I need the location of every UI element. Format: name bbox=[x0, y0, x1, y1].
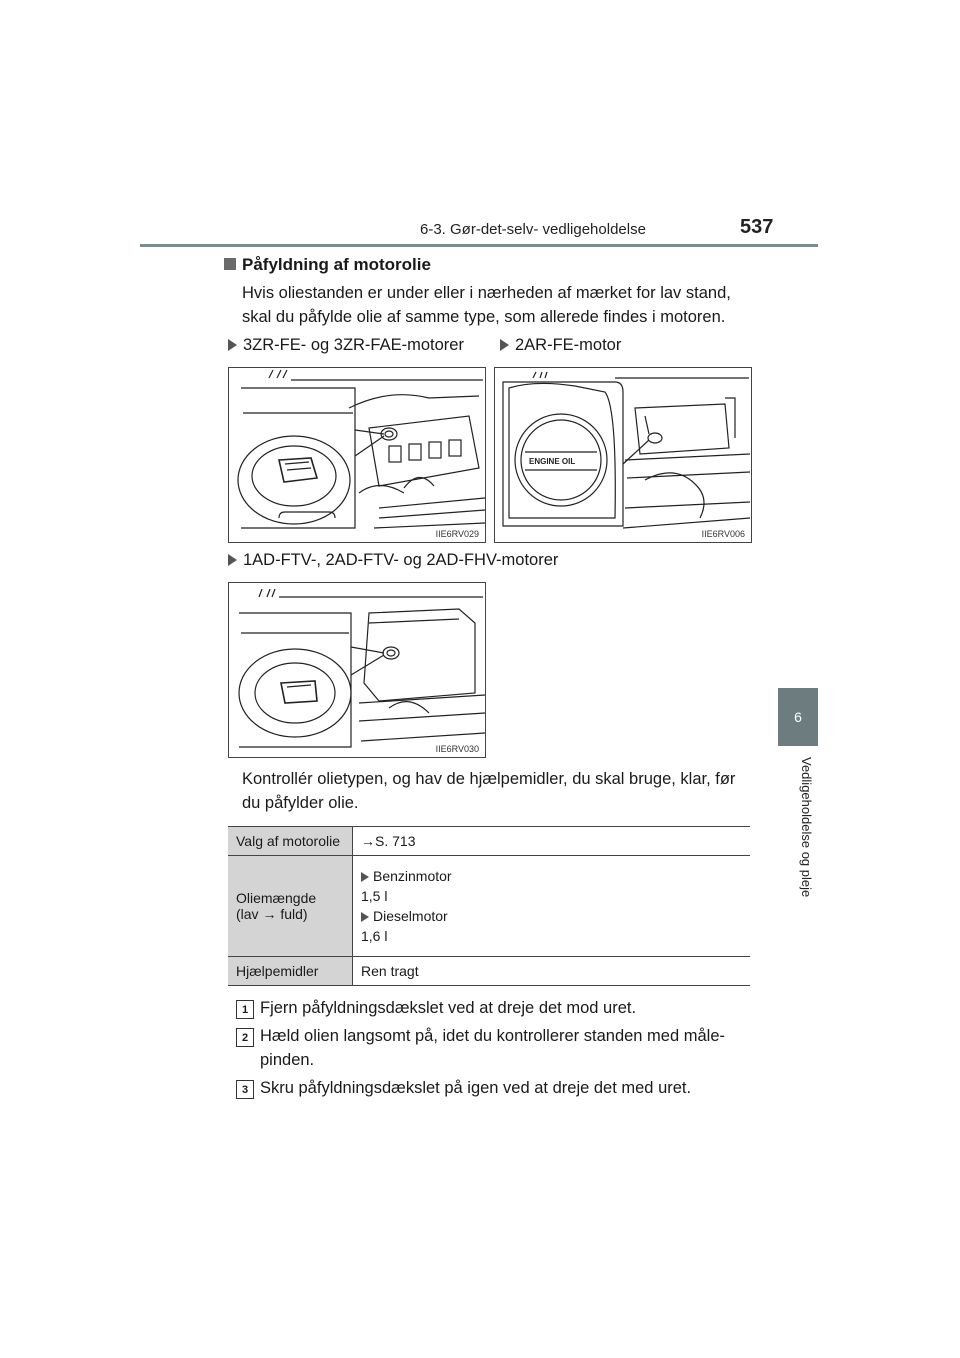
section-header: 6-3. Gør-det-selv- vedligeholdelse bbox=[420, 221, 646, 238]
engine-drawing-ad bbox=[229, 583, 485, 757]
table-value-oil-amount bbox=[353, 856, 751, 957]
engine-illustration-3zr bbox=[228, 367, 486, 543]
diesel-value: 1,6 l bbox=[361, 928, 388, 944]
engine-drawing-2ar bbox=[495, 368, 751, 542]
chapter-label: Vedligeholdelse og pleje bbox=[799, 757, 814, 898]
section-heading bbox=[224, 255, 431, 275]
figure-code-1: IIE6RV029 bbox=[435, 529, 479, 539]
step-text-2: Hæld olien langsomt på, idet du kontrollerer standen med måle-pinden. bbox=[260, 1027, 725, 1069]
intro-paragraph: Hvis oliestanden er under eller i nærheden af mærket for lav stand, skal du påfylde olie af samme type, som allerede findes i motoren. bbox=[242, 284, 731, 326]
bullet-triangle-icon bbox=[361, 912, 369, 922]
step-number-1: 1 bbox=[236, 1000, 254, 1019]
engine-illustration-ad bbox=[228, 582, 486, 758]
table-label-oil-choice: Valg af motorolie bbox=[228, 827, 353, 856]
figure-code-3: IIE6RV030 bbox=[435, 744, 479, 754]
engine-illustration-2ar bbox=[494, 367, 752, 543]
table-row bbox=[228, 957, 750, 986]
step-text-1: Fjern påfyldningsdækslet ved at dreje det mod uret. bbox=[260, 999, 637, 1017]
step-text-3: Skru påfyldningsdækslet på igen ved at dreje det med uret. bbox=[260, 1079, 692, 1097]
oil-spec-table bbox=[228, 826, 750, 986]
chapter-number: 6 bbox=[794, 709, 802, 725]
figure-code-2: IIE6RV006 bbox=[701, 529, 745, 539]
petrol-value: 1,5 l bbox=[361, 888, 388, 904]
bullet-triangle-icon bbox=[228, 339, 237, 351]
page-number: 537 bbox=[740, 216, 774, 238]
bullet-triangle-icon bbox=[361, 872, 369, 882]
step-number-3: 3 bbox=[236, 1080, 254, 1099]
table-label-oil-amount: Oliemængde (lav → fuld) bbox=[228, 856, 353, 957]
figure-caption-2: 2AR-FE-motor bbox=[500, 336, 621, 355]
check-paragraph: Kontrollér olietypen, og hav de hjælpemidler, du skal bruge, klar, før du påfylder olie. bbox=[242, 770, 736, 812]
heading-square-icon bbox=[224, 258, 236, 270]
diesel-label: Dieselmotor bbox=[361, 908, 742, 924]
heading-text: Påfyldning af motorolie bbox=[242, 255, 431, 274]
petrol-label: Benzinmotor bbox=[361, 868, 742, 884]
engine-drawing-3zr bbox=[229, 368, 485, 542]
step-number-2: 2 bbox=[236, 1028, 254, 1047]
header-rule bbox=[140, 244, 818, 247]
table-label-tools: Hjælpemidler bbox=[228, 957, 353, 986]
table-value-tools: Ren tragt bbox=[353, 957, 751, 986]
figure-caption-1: 3ZR-FE- og 3ZR-FAE-motorer bbox=[228, 336, 464, 355]
chapter-tab bbox=[778, 688, 818, 746]
figure-caption-3: 1AD-FTV-, 2AD-FTV- og 2AD-FHV-motorer bbox=[228, 551, 558, 570]
table-row bbox=[228, 856, 750, 957]
table-row bbox=[228, 827, 750, 856]
bullet-triangle-icon bbox=[500, 339, 509, 351]
table-value-oil-choice: →S. 713 bbox=[353, 827, 751, 856]
bullet-triangle-icon bbox=[228, 554, 237, 566]
cap-label: ENGINE OIL bbox=[529, 457, 576, 466]
